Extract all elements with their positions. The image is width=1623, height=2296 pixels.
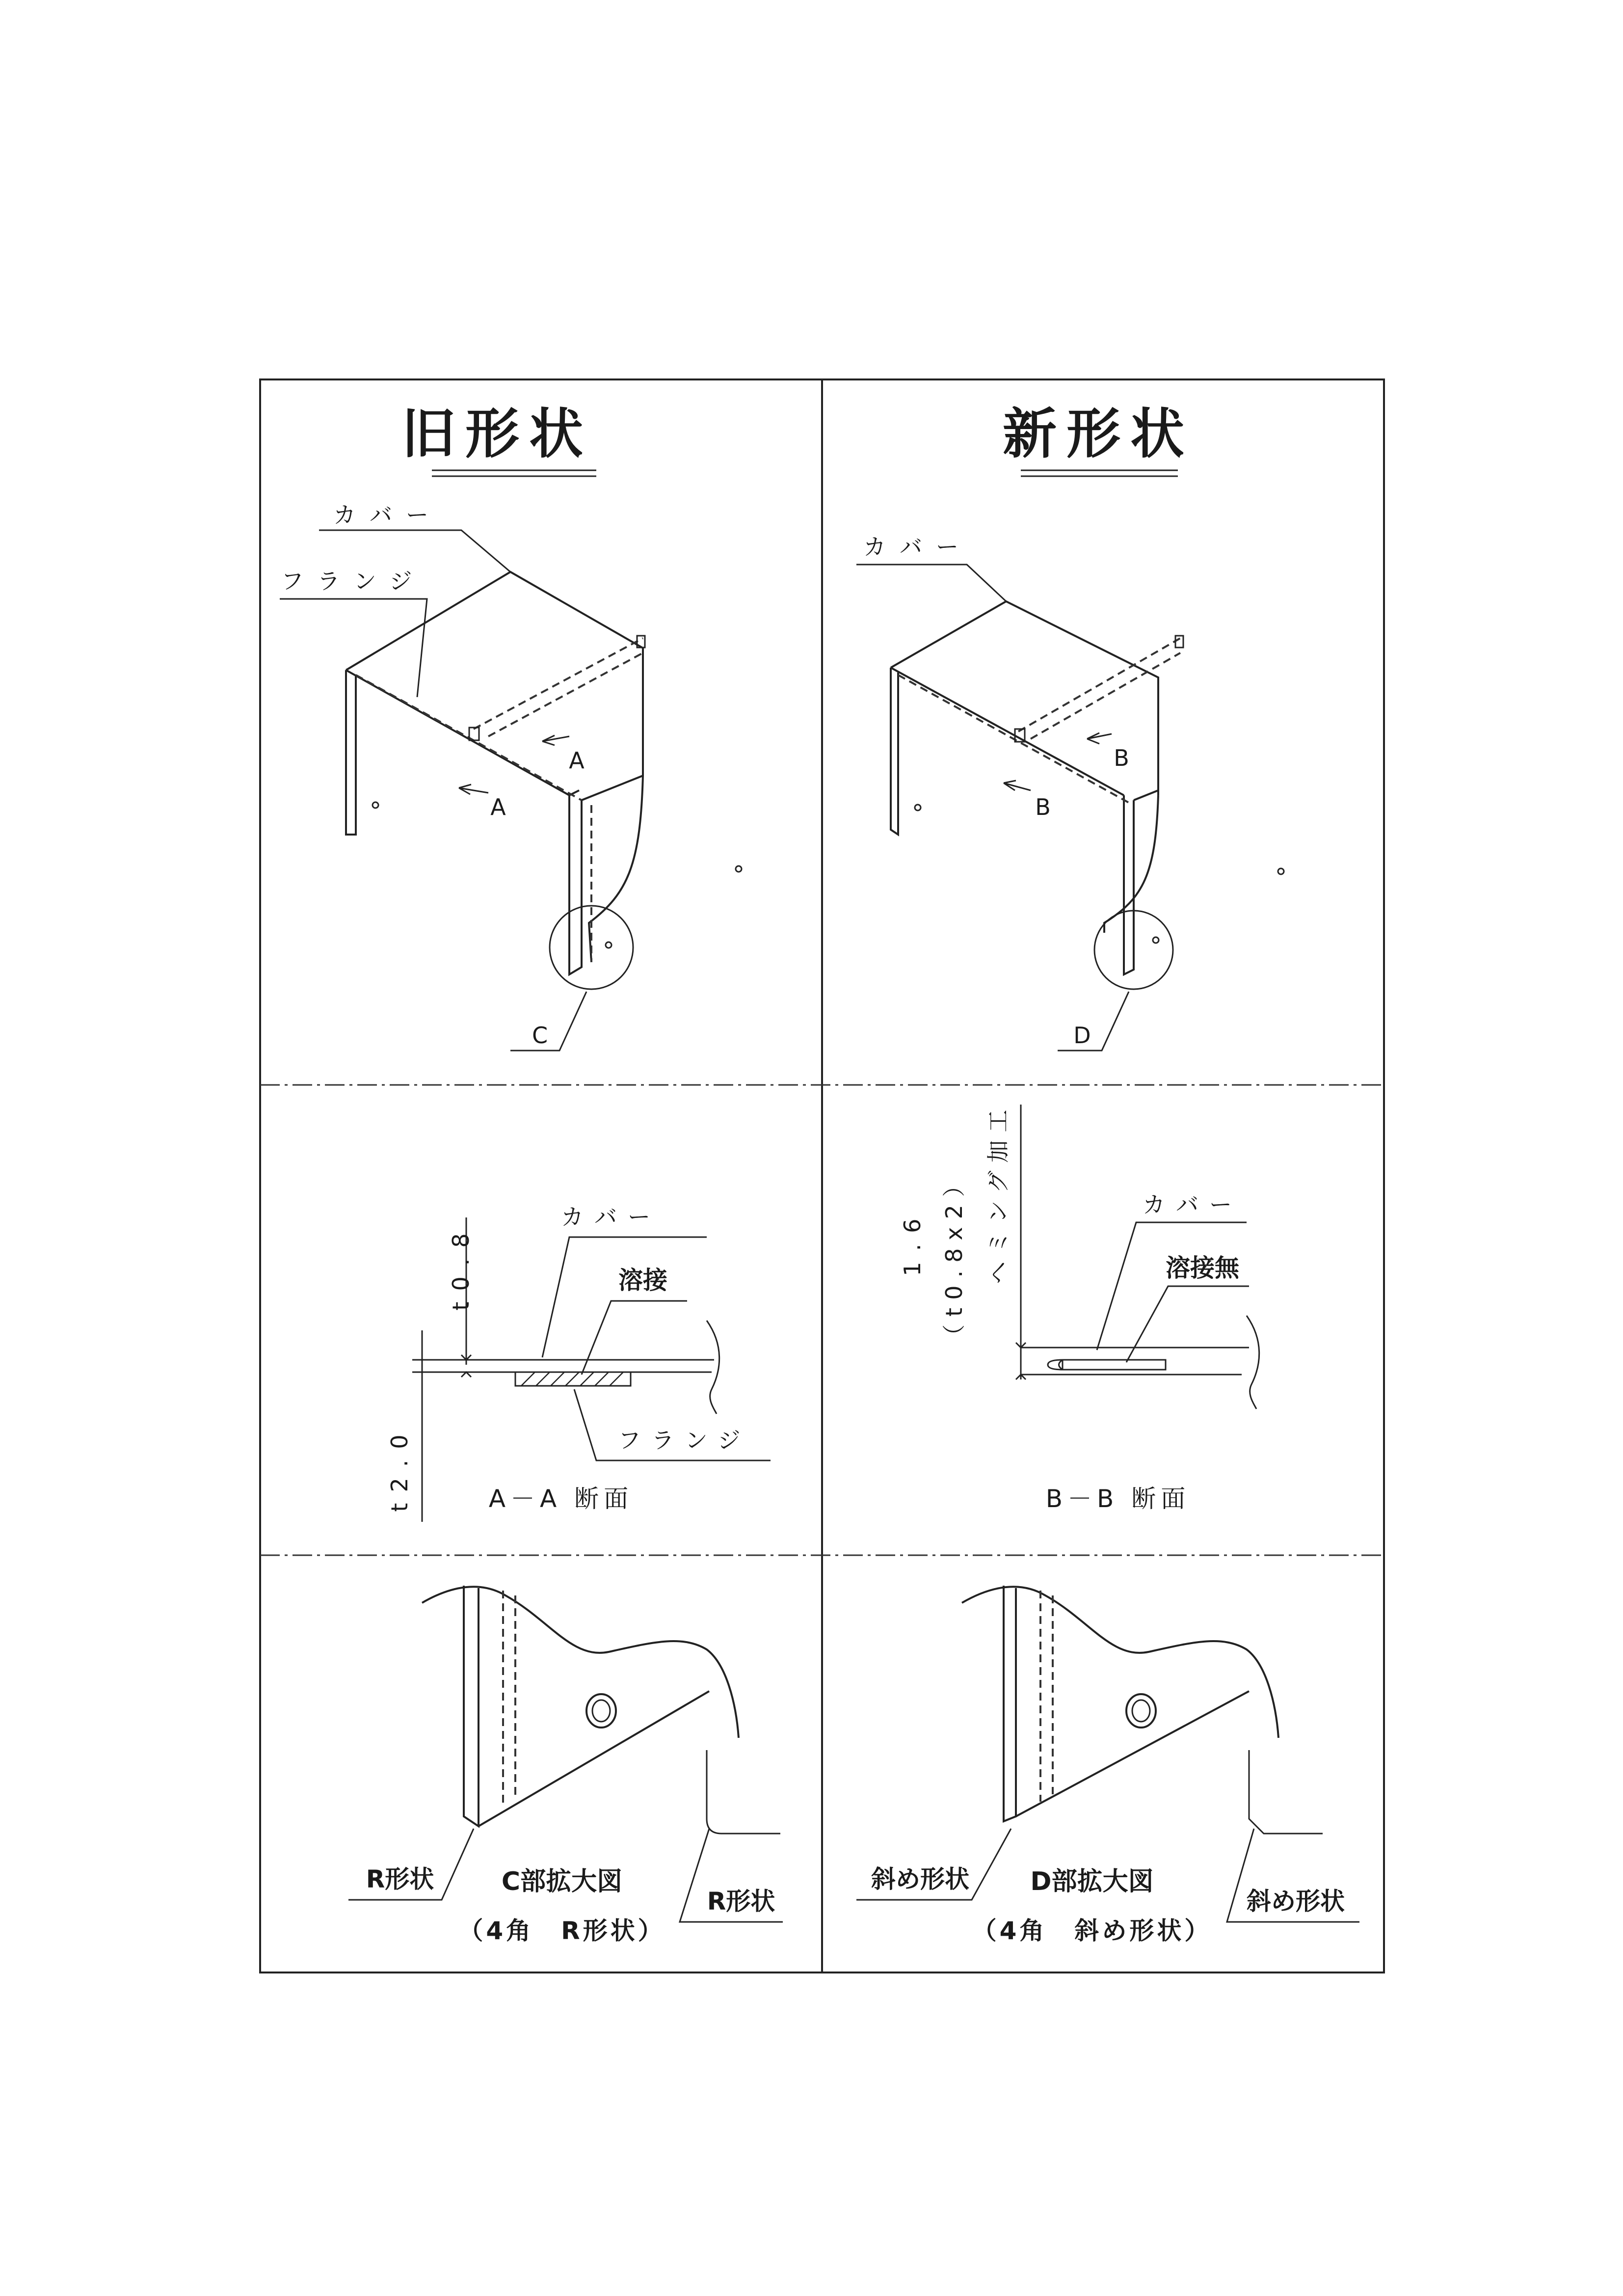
new-detail-hole-inner xyxy=(1132,1700,1150,1722)
new-section-arrow-bottom xyxy=(1004,781,1031,790)
old-detail-left-label: R形状 xyxy=(366,1865,434,1893)
new-hidden-flange-line xyxy=(898,675,1129,803)
old-detail-hole-inner xyxy=(592,1700,610,1722)
old-cover-label: カバー xyxy=(333,502,442,528)
new-front-flange xyxy=(1124,795,1134,974)
new-front-bottom-edge xyxy=(1134,790,1158,800)
old-section-flange-label: フランジ xyxy=(618,1427,751,1454)
new-section-view xyxy=(899,1102,1259,1513)
old-section-arrow-top xyxy=(542,735,569,745)
old-detail-r-profile xyxy=(707,1750,780,1834)
new-cover-side-curve xyxy=(1104,795,1158,933)
new-detail-mark: D xyxy=(1073,1022,1091,1049)
old-weld-leader xyxy=(582,1301,687,1375)
old-cover-leader xyxy=(319,530,510,572)
old-cover-side-curve xyxy=(589,776,643,962)
old-weld-hatch xyxy=(520,1372,623,1387)
new-detail-view xyxy=(856,1586,1359,1945)
old-hidden-seam-2 xyxy=(488,653,643,736)
old-front-flange xyxy=(569,795,582,974)
old-flange-leader xyxy=(280,599,427,697)
old-thickness-bottom: t2.0 xyxy=(386,1424,413,1512)
old-hole-left xyxy=(372,802,378,808)
new-detail-outline xyxy=(962,1587,1278,1738)
old-detail-right-label: R形状 xyxy=(707,1887,775,1916)
old-detail-hole xyxy=(586,1694,616,1728)
old-section-break xyxy=(707,1321,719,1414)
old-cover-top-outline xyxy=(346,572,643,776)
new-hole-side xyxy=(1278,868,1284,874)
new-hole-left xyxy=(915,805,921,810)
new-shape-title: 新形状 xyxy=(1003,403,1194,465)
new-weld-label: 溶接無 xyxy=(1166,1254,1239,1282)
new-detail-subcaption: （4角 斜め形状） xyxy=(972,1917,1212,1945)
new-front-edge xyxy=(891,668,1124,795)
new-detail-leader xyxy=(1058,992,1129,1051)
old-detail-flange xyxy=(464,1586,479,1826)
new-hole-front xyxy=(1153,937,1159,943)
old-section-cover-label: カバー xyxy=(561,1204,661,1230)
old-section-mark-bottom: A xyxy=(490,794,506,820)
new-thickness-note: （t0.8x2） xyxy=(941,1166,967,1347)
new-detail-right-label: 斜め形状 xyxy=(1247,1887,1345,1916)
new-left-flange xyxy=(891,668,898,835)
old-hole-side xyxy=(736,866,742,872)
new-detail-flange xyxy=(1004,1586,1016,1821)
old-thickness-top: t0.8 xyxy=(448,1222,474,1311)
old-hidden-seam xyxy=(474,638,643,729)
old-detail-subcaption: （4角 R形状） xyxy=(458,1917,665,1945)
old-shape-title: 旧形状 xyxy=(401,403,593,465)
old-detail-view xyxy=(348,1586,783,1945)
old-weld-label: 溶接 xyxy=(618,1266,667,1295)
old-flange-label: フランジ xyxy=(281,568,426,594)
new-section-caption: B－B 断面 xyxy=(1045,1485,1191,1513)
new-detail-caption: D部拡大図 xyxy=(1030,1867,1154,1896)
new-shape-panel xyxy=(856,403,1359,1945)
new-weld-leader xyxy=(1126,1286,1249,1362)
old-iso-view xyxy=(280,502,742,1051)
new-cover-leader xyxy=(856,565,1006,601)
new-detail-chamfer-profile xyxy=(1249,1750,1323,1834)
old-section-cover-leader xyxy=(542,1237,707,1357)
new-iso-view xyxy=(856,534,1284,1051)
new-hidden-seam xyxy=(1018,638,1180,731)
new-section-mark-top: B xyxy=(1114,745,1129,771)
old-shape-panel xyxy=(280,403,783,1945)
old-detail-caption: C部拡大図 xyxy=(501,1867,623,1896)
new-cover-label: カバー xyxy=(863,534,972,560)
new-seam-tab-back xyxy=(1175,636,1183,648)
old-detail-outline xyxy=(422,1587,739,1738)
old-hole-front xyxy=(606,942,612,948)
new-section-break xyxy=(1247,1316,1259,1409)
new-detail-left-label: 斜め形状 xyxy=(871,1865,969,1893)
new-section-arrow-top xyxy=(1087,733,1112,744)
old-detail-edge xyxy=(479,1691,709,1826)
new-section-mark-bottom: B xyxy=(1035,794,1051,820)
old-section-caption: A－A 断面 xyxy=(488,1485,634,1513)
old-left-flange xyxy=(346,670,356,835)
old-detail-mark: C xyxy=(532,1022,548,1049)
old-section-mark-top: A xyxy=(569,747,585,774)
new-thickness-value: 1.6 xyxy=(899,1208,926,1276)
old-detail-leader xyxy=(510,992,586,1051)
old-section-view xyxy=(386,1204,771,1522)
old-section-arrow-bottom xyxy=(459,784,488,794)
old-front-bottom-edge xyxy=(582,776,643,800)
new-detail-hole xyxy=(1126,1694,1156,1728)
new-process-label: ヘミング加工 xyxy=(985,1102,1011,1284)
new-section-cover-label: カバー xyxy=(1143,1191,1243,1218)
new-hem-fold xyxy=(1059,1360,1166,1370)
